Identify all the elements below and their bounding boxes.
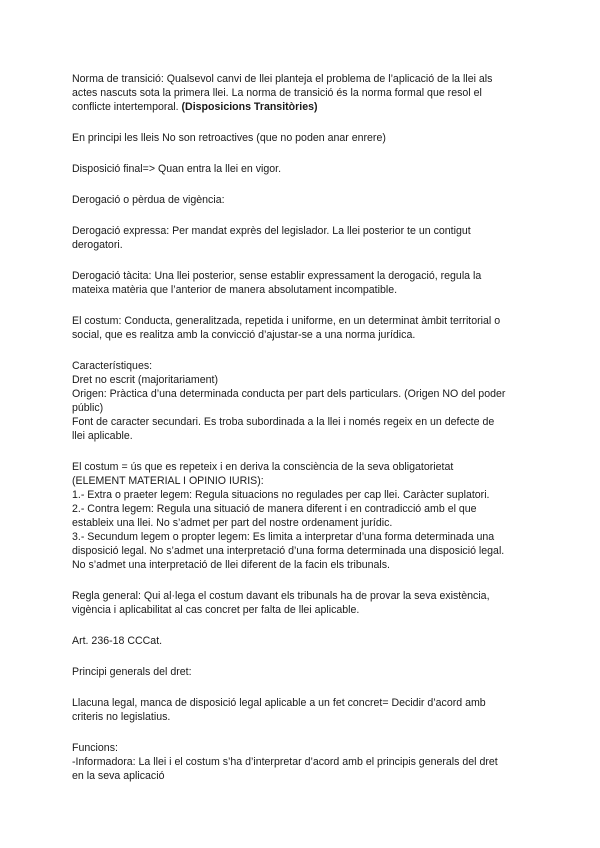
text-line: Funcions:	[72, 742, 118, 754]
paragraph-disposicio-final	[72, 162, 534, 176]
paragraph-retroactives	[72, 131, 534, 145]
text-line: Origen: Pràctica d’una determinada conducta per part dels particulars. (Origen NO del poder	[72, 388, 506, 400]
paragraph-derogacio-expressa	[72, 224, 534, 252]
text-line: Regla general: Qui al·lega el costum davant els tribunals ha de provar la seva existència,	[72, 590, 490, 602]
paragraph-caracteristiques	[72, 359, 534, 443]
text-line: 1.- Extra o praeter legem: Regula situacions no regulades per cap llei. Caràcter suplatori.	[72, 489, 490, 501]
text-line: social, que es realitza amb la convicció d’ajustar-se a una norma jurídica.	[72, 329, 416, 341]
text-line: disposició legal. No s’admet una interpretació d’una forma determinada una disposició legal.	[72, 545, 505, 557]
paragraph-article	[72, 634, 534, 648]
paragraph-costum-tipus	[72, 460, 534, 572]
paragraph-principis-heading	[72, 665, 534, 679]
paragraph-derogacio-heading	[72, 193, 534, 207]
text-line: Derogació expressa: Per mandat exprès del legislador. La llei posterior te un contigut	[72, 225, 471, 237]
text-line: -Informadora: La llei i el costum s’ha d’interpretar d’acord amb el principis generals del dret	[72, 756, 498, 768]
text-line: Disposició final=> Quan entra la llei en vigor.	[72, 163, 282, 175]
text-line: en la seva aplicació	[72, 770, 165, 782]
text-line: llei aplicable.	[72, 430, 133, 442]
text-line: (ELEMENT MATERIAL I OPINIO IURIS):	[72, 475, 264, 487]
text-line: Norma de transició: Qualsevol canvi de llei planteja el problema de l’aplicació de la llei als	[72, 73, 493, 85]
text-line: criteris no legislatius.	[72, 711, 171, 723]
text-line: Característiques:	[72, 360, 153, 372]
text-line: El costum = ús que es repeteix i en deriva la consciència de la seva obligatorietat	[72, 461, 454, 473]
text-line: derogatori.	[72, 239, 123, 251]
paragraph-regla-general	[72, 589, 534, 617]
paragraph-derogacio-tacita	[72, 269, 534, 297]
text-line: En principi les lleis No son retroactives (que no poden anar enrere)	[72, 132, 386, 144]
bold-text: (Disposicions Transitòries)	[181, 101, 318, 113]
text-line: vigència i aplicabilitat al cas concret per falta de llei aplicable.	[72, 604, 360, 616]
text-line: Llacuna legal, manca de disposició legal aplicable a un fet concret= Decidir d’acord amb	[72, 697, 486, 709]
text-line: Dret no escrit (majoritariament)	[72, 374, 218, 386]
text-line: El costum: Conducta, generalitzada, repetida i uniforme, en un determinat àmbit territorial o	[72, 315, 501, 327]
text-line: Font de caracter secundari. Es troba subordinada a la llei i només regeix en un defecte de	[72, 416, 495, 428]
paragraph-costum	[72, 314, 534, 342]
text-line: Derogació o pèrdua de vigència:	[72, 194, 225, 206]
text-line: estableix una llei. No s’admet per part del nostre ordenament jurídic.	[72, 517, 393, 529]
paragraph-llacuna-legal	[72, 696, 534, 724]
text-line: Art. 236-18 CCCat.	[72, 635, 163, 647]
text-line: mateixa matèria que l’anterior de manera absolutament incompatible.	[72, 284, 398, 296]
text-line: No s’admet una interpretació de llei diferent de la facin els tribunals.	[72, 559, 390, 571]
text-line: Derogació tàcita: Una llei posterior, sense establir expressament la derogació, regula la	[72, 270, 482, 282]
text-line: 3.- Secundum legem o propter legem: Es limita a interpretar d’una forma determinada una	[72, 531, 495, 543]
paragraph-funcions	[72, 741, 534, 783]
text-line: 2.- Contra legem: Regula una situació de manera diferent i en contradicció amb el que	[72, 503, 477, 515]
text-fragment: conflicte intertemporal.	[72, 101, 182, 113]
text-line: Principi generals del dret:	[72, 666, 192, 678]
text-line: públic)	[72, 402, 104, 414]
text-line-with-bold	[72, 100, 534, 114]
paragraph-norma-transicio	[72, 72, 534, 114]
text-line: actes nascuts sota la primera llei. La norma de transició és la norma formal que resol el	[72, 87, 482, 99]
